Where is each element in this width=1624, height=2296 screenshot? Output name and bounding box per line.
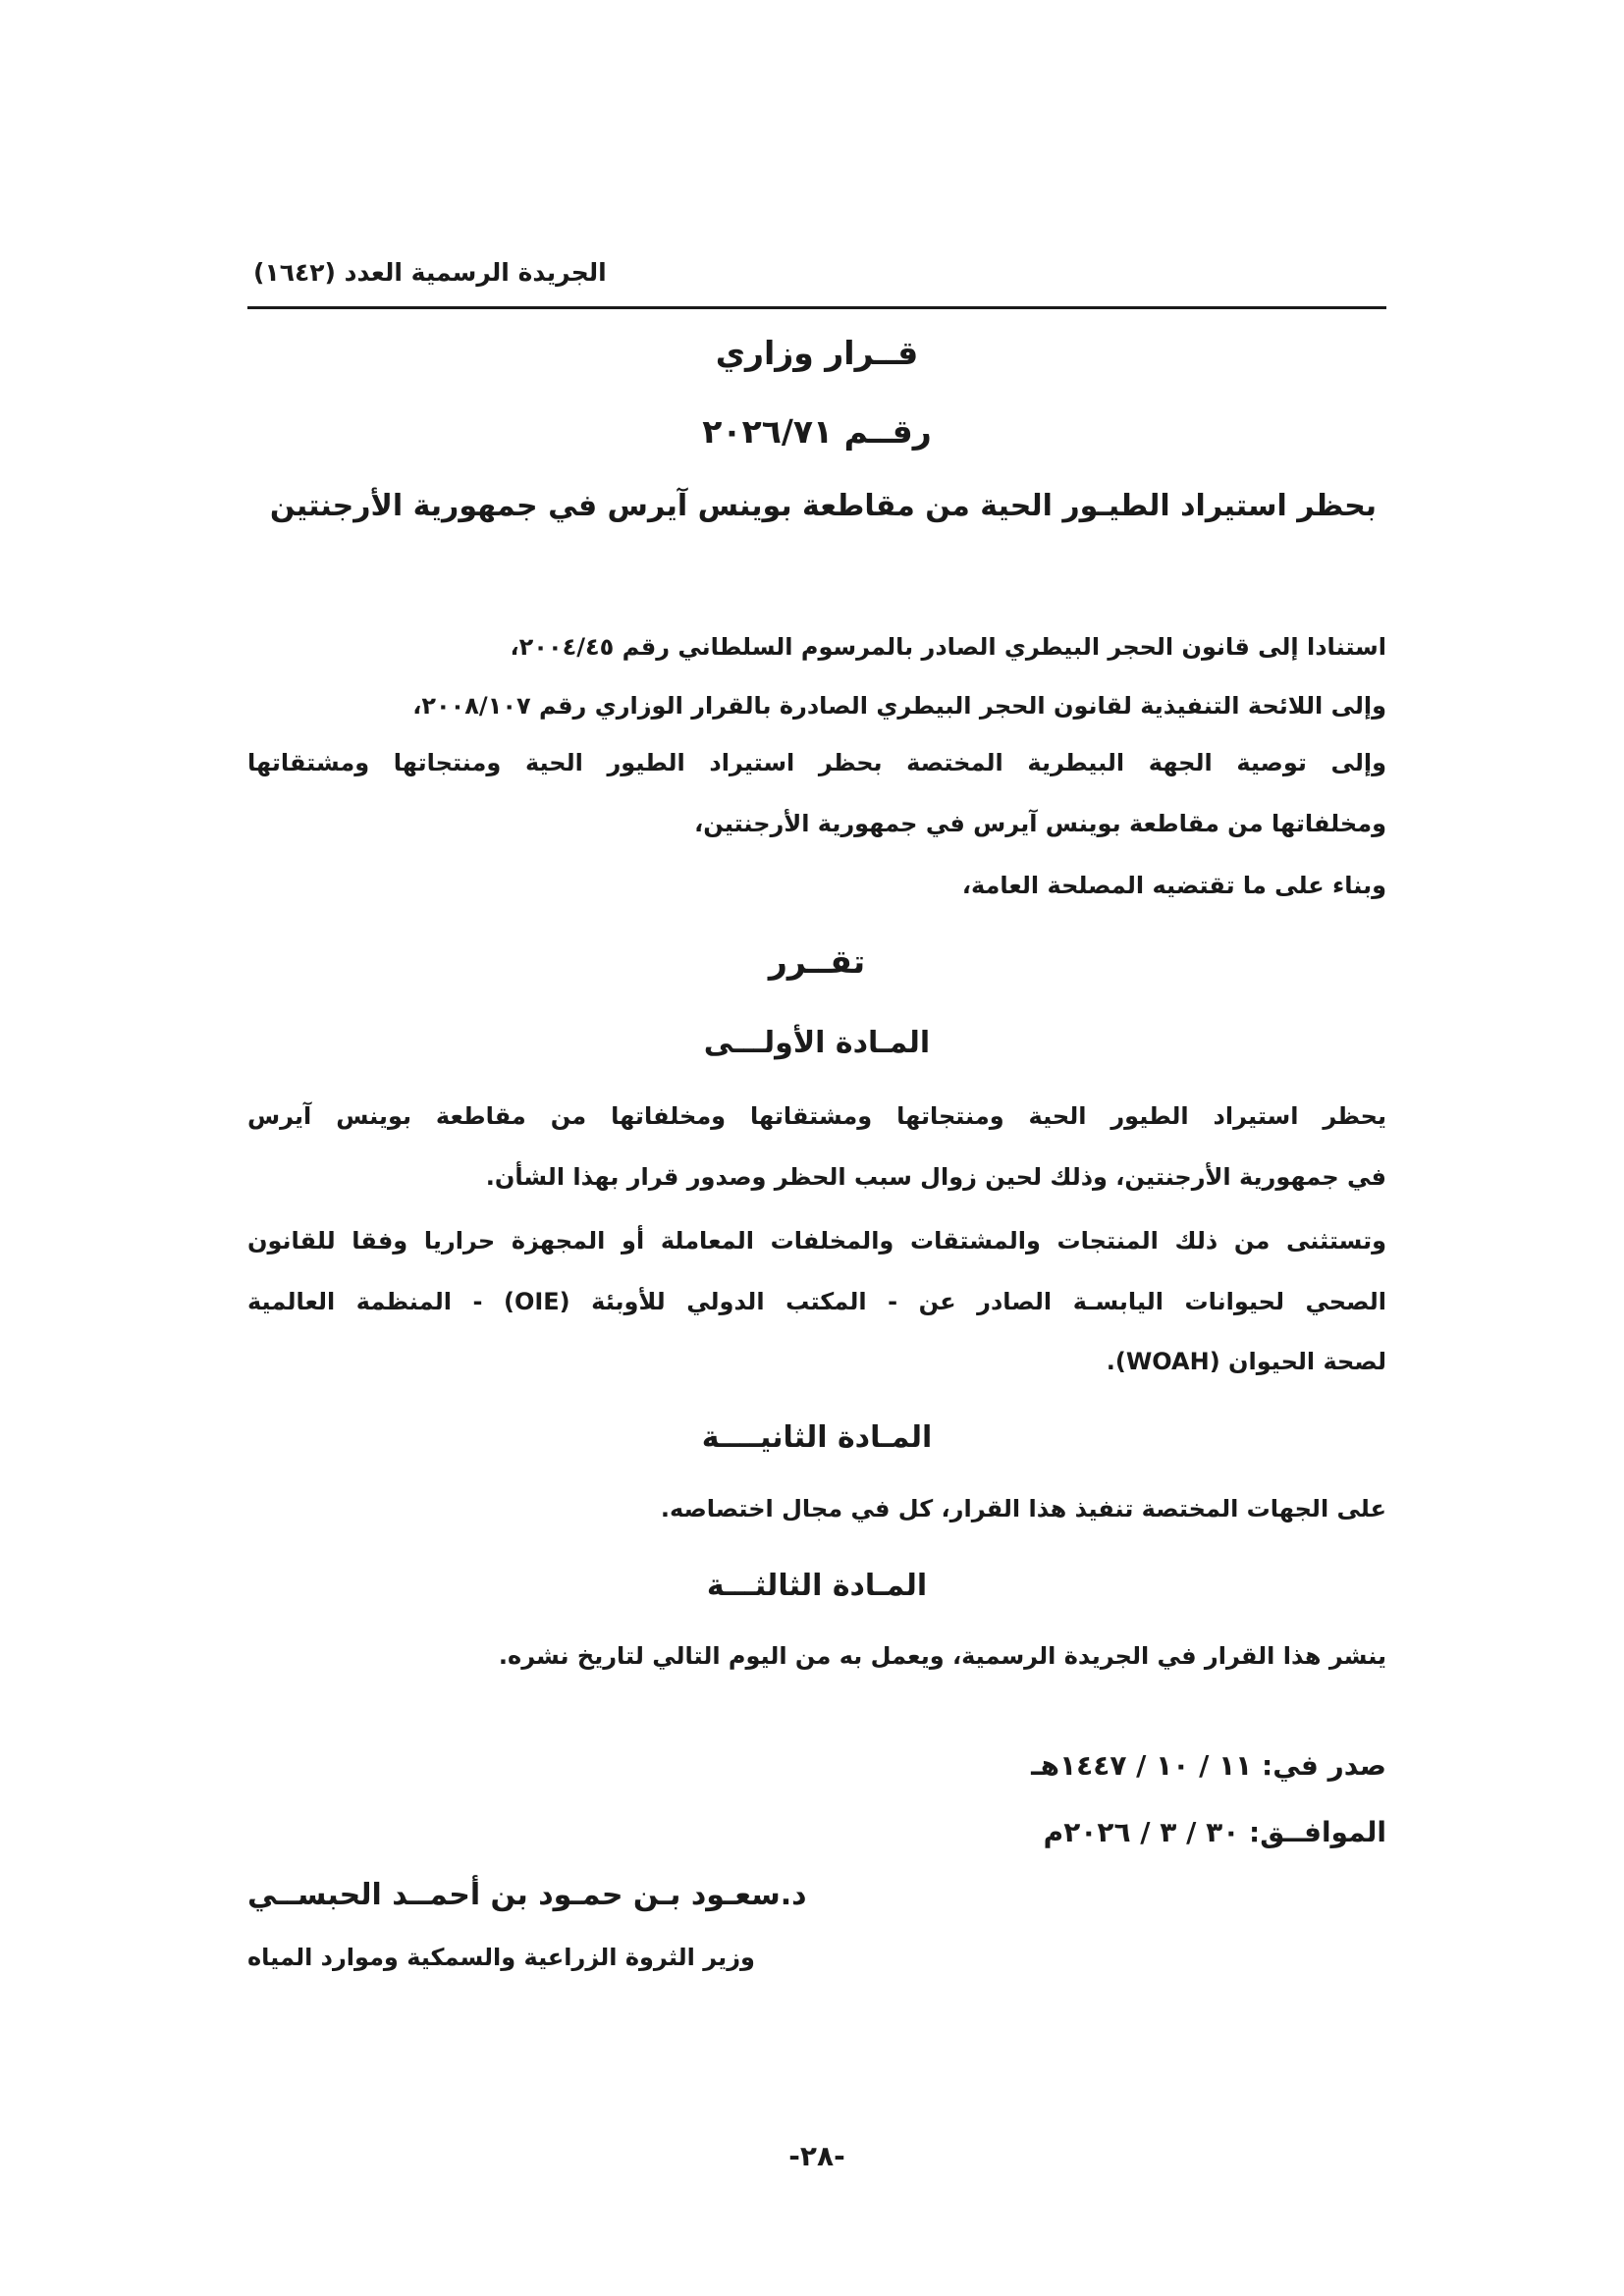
preamble-line-5: وبناء على ما تقتضيه المصلحة العامة، — [961, 872, 1386, 899]
article-3-line-1: ينشر هذا القرار في الجريدة الرسمية، ويعمل به من اليوم التالي لتاريخ نشره. — [498, 1642, 1386, 1670]
preamble-line-2: وإلى اللائحة التنفيذية لقانون الحجر البيطري الصادرة بالقرار الوزاري رقم ٢٠٠٨/١٠٧، — [412, 692, 1386, 720]
preamble-line-4: ومخلفاتها من مقاطعة بوينس آيرس في جمهورية الأرجنتين، — [694, 810, 1386, 837]
article-1-line-3: وتستثنى من ذلك المنتجات والمشتقات والمخلفات المعاملة أو المجهزة حراريا وفقا للقانون — [247, 1227, 1386, 1255]
decision-number: رقــم ٢٠٢٦/٧١ — [702, 412, 932, 451]
header-rule — [247, 306, 1386, 309]
preamble-line-3: وإلى توصية الجهة البيطرية المختصة بحظر استيراد الطيور الحية ومنتجاتها ومشتقاتها — [247, 749, 1386, 776]
signatory-title: وزير الثروة الزراعية والسمكية وموارد المياه — [247, 1944, 755, 1971]
article-2-line-1: على الجهات المختصة تنفيذ هذا القرار، كل في مجال اختصاصه. — [660, 1495, 1386, 1522]
resolves-heading: تقــرر — [768, 942, 866, 981]
article-1-line-1: يحظر استيراد الطيور الحية ومنتجاتها ومشتقاتها ومخلفاتها من مقاطعة بوينس آيرس — [247, 1102, 1386, 1130]
preamble-line-1: استنادا إلى قانون الحجر البيطري الصادر بالمرسوم السلطاني رقم ٢٠٠٤/٤٥، — [510, 633, 1386, 661]
page-number: -٢٨- — [788, 2140, 845, 2172]
article-2-heading: المـادة الثانيــــة — [701, 1420, 933, 1455]
article-1-line-2: في جمهورية الأرجنتين، وذلك لحين زوال سبب الحظر وصدور قرار بهذا الشأن. — [485, 1163, 1386, 1191]
hijri-date: صدر في: ١١ / ١٠ / ١٤٤٧هـ — [1031, 1749, 1386, 1782]
signatory-name: د.سعـود بـن حمـود بن أحمــد الحبســي — [247, 1878, 807, 1912]
decision-type: قــرار وزاري — [715, 334, 919, 372]
article-1-line-4: الصحي لحيوانات اليابسـة الصادر عن - المكتب الدولي للأوبئة (OIE) - المنظمة العالمية — [247, 1288, 1386, 1315]
gregorian-date: الموافــق: ٣٠ / ٣ / ٢٠٢٦م — [1043, 1816, 1386, 1848]
article-3-heading: المـادة الثالثـــة — [706, 1569, 928, 1603]
article-1-line-5: لصحة الحيوان (WOAH). — [1106, 1348, 1386, 1375]
decision-subject: بحظر استيراد الطيـور الحية من مقاطعة بوينس آيرس في جمهورية الأرجنتين — [269, 489, 1377, 523]
article-1-heading: المـادة الأولـــى — [703, 1026, 931, 1060]
gazette-header-title: الجريدة الرسمية العدد (١٦٤٢) — [253, 258, 607, 287]
